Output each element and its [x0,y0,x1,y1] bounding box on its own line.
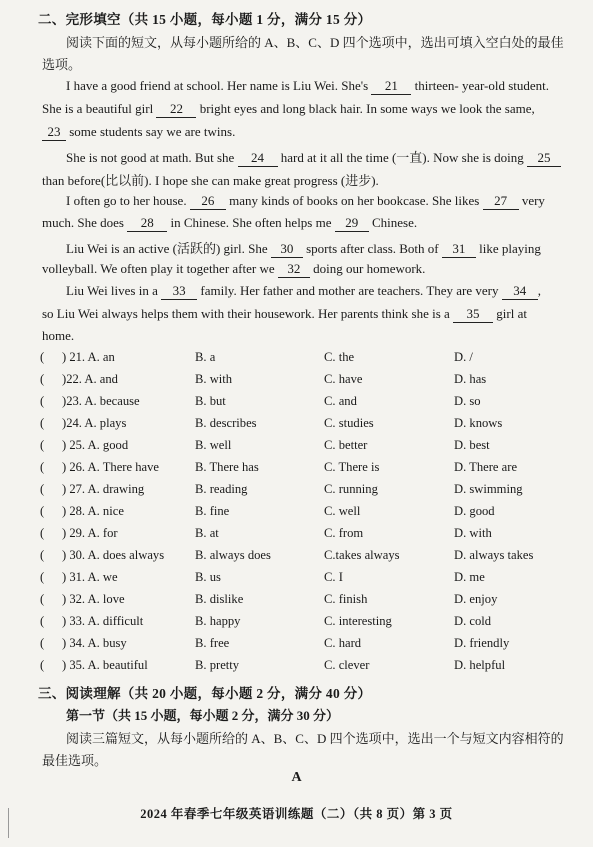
question-row-34 [0,636,593,658]
answer-slot[interactable]: ( [40,372,45,386]
question-row-30 [0,548,593,570]
option-b: B. but [195,394,226,408]
blank-25: 25 [527,150,561,167]
option-b: B. always does [195,548,271,562]
question-number-option-a: )23. A. because [62,394,140,408]
answer-slot[interactable]: ( [40,614,45,628]
option-d: D. me [454,570,485,584]
option-b: B. at [195,526,219,540]
option-d: D. has [454,372,487,386]
question-number-option-a: ) 27. A. drawing [62,482,145,496]
section-2-instruction-cont: 选项。 [42,57,82,72]
option-b: B. reading [195,482,248,496]
passage-line: I often go to her house. 26 many kinds of books on her bookcase. She likes 27 very [66,193,545,208]
option-c: C. finish [324,592,368,606]
option-b: B. happy [195,614,241,628]
option-c: C. interesting [324,614,392,628]
question-row-25 [0,438,593,460]
question-number-option-a: ) 31. A. we [62,570,118,584]
option-d: D. friendly [454,636,510,650]
subsection-title: 第一节（共 15 小题，每小题 2 分，满分 30 分） [66,708,340,723]
option-c: C. running [324,482,378,496]
option-b: B. free [195,636,230,650]
option-b: B. There has [195,460,259,474]
section-2-instruction: 阅读下面的短文，从每小题所给的 A、B、C、D 四个选项中，选出可填入空白处的最佳 [66,35,564,50]
option-d: D. cold [454,614,492,628]
option-d: D. so [454,394,481,408]
option-c: C.takes always [324,548,400,562]
question-row-28 [0,504,593,526]
scan-edge-line [8,808,9,838]
passage-line: so Liu Wei always helps them with their housework. Her parents think she is a 35 girl at [42,306,527,321]
option-c: C. better [324,438,368,452]
blank-23: 23 [42,124,66,141]
option-c: C. the [324,350,355,364]
question-row-31 [0,570,593,592]
answer-slot[interactable]: ( [40,416,45,430]
option-c: C. from [324,526,364,540]
blank-24: 24 [238,150,278,167]
option-c: C. and [324,394,357,408]
question-row-33 [0,614,593,636]
question-row-27 [0,482,593,504]
answer-slot[interactable]: ( [40,548,45,562]
option-c: C. studies [324,416,374,430]
passage-line: Liu Wei is an active (活跃的) girl. She 30 sports after class. Both of 31 like playing [66,241,541,256]
blank-34: 34 [502,283,538,300]
question-number-option-a: ) 29. A. for [62,526,118,540]
passage-label: A [291,770,302,785]
passage-line: I have a good friend at school. Her name is Liu Wei. She's 21 thirteen- year-old student. [66,78,550,93]
option-b: B. pretty [195,658,240,672]
question-number-option-a: )22. A. and [62,372,118,386]
answer-slot[interactable]: ( [40,460,45,474]
option-c: C. hard [324,636,362,650]
option-b: B. a [195,350,216,364]
answer-slot[interactable]: ( [40,438,45,452]
option-c: C. There is [324,460,380,474]
question-number-option-a: ) 26. A. There have [62,460,159,474]
blank-26: 26 [190,193,226,210]
option-b: B. with [195,372,233,386]
option-d: D. There are [454,460,518,474]
page-footer: 2024 年春季七年级英语训练题（二）（共 8 页）第 3 页 [140,807,453,821]
option-b: B. fine [195,504,230,518]
question-number-option-a: ) 33. A. difficult [62,614,144,628]
option-c: C. I [324,570,343,584]
option-d: D. knows [454,416,503,430]
answer-slot[interactable]: ( [40,592,45,606]
section-3-instruction-cont: 最佳选项。 [42,753,108,768]
option-d: D. enjoy [454,592,498,606]
option-c: C. well [324,504,361,518]
answer-slot[interactable]: ( [40,570,45,584]
blank-35: 35 [453,306,493,323]
passage-line: home. [42,328,75,343]
question-row-26 [0,460,593,482]
option-d: D. helpful [454,658,506,672]
blank-28: 28 [127,215,167,232]
passage-line: She is not good at math. But she 24 hard at it all the time (一直). Now she is doing 25 [66,147,586,167]
answer-slot[interactable]: ( [40,394,45,408]
blank-33: 33 [161,283,197,300]
question-number-option-a: ) 35. A. beautiful [62,658,148,672]
answer-slot[interactable]: ( [40,658,45,672]
passage-line: much. She does 28 in Chinese. She often helps me 29 Chinese. [42,215,418,230]
option-d: D. / [454,350,473,364]
passage-line: than before(比以前). I hope she can make great progress (进步). [42,173,379,188]
section-2-title: 二、完形填空（共 15 小题，每小题 1 分，满分 15 分） [38,12,372,27]
question-number-option-a: ) 21. A. an [62,350,115,364]
option-b: B. well [195,438,232,452]
blank-21: 21 [371,78,411,95]
answer-slot[interactable]: ( [40,526,45,540]
question-row-29 [0,526,593,548]
option-b: B. describes [195,416,257,430]
blank-22: 22 [156,101,196,118]
section-3-instruction: 阅读三篇短文，从每小题所给的 A、B、C、D 四个选项中，选出一个与短文内容相符的 [66,731,564,746]
question-number-option-a: ) 30. A. does always [62,548,165,562]
option-c: C. have [324,372,363,386]
answer-slot[interactable]: ( [40,504,45,518]
question-number-option-a: ) 28. A. nice [62,504,124,518]
blank-31: 31 [442,241,476,258]
question-row-23 [0,394,593,416]
question-row-32 [0,592,593,614]
blank-29: 29 [335,215,369,232]
question-number-option-a: )24. A. plays [62,416,127,430]
option-d: D. swimming [454,482,523,496]
option-d: D. best [454,438,490,452]
option-b: B. dislike [195,592,244,606]
question-number-option-a: ) 32. A. love [62,592,125,606]
blank-27: 27 [483,193,519,210]
option-d: D. good [454,504,495,518]
passage-line: volleyball. We often play it together after we 32 doing our homework. [42,261,426,276]
answer-slot[interactable]: ( [40,482,45,496]
question-number-option-a: ) 34. A. busy [62,636,127,650]
answer-slot[interactable]: ( [40,636,45,650]
option-c: C. clever [324,658,370,672]
passage-line: 23 some students say we are twins. [42,124,562,141]
blank-32: 32 [278,261,310,278]
passage-line: She is a beautiful girl 22 bright eyes and long black hair. In some ways we look the same, [42,101,535,116]
blank-30: 30 [271,241,303,258]
option-d: D. always takes [454,548,534,562]
question-row-21 [0,350,593,372]
option-b: B. us [195,570,221,584]
question-row-35 [0,658,593,680]
question-row-22 [0,372,593,394]
option-d: D. with [454,526,492,540]
passage-line: Liu Wei lives in a 33 family. Her father and mother are teachers. They are very 34 , [66,283,541,298]
question-number-option-a: ) 25. A. good [62,438,129,452]
section-3-title: 三、阅读理解（共 20 小题，每小题 2 分，满分 40 分） [38,686,372,701]
answer-slot[interactable]: ( [40,350,45,364]
question-row-24 [0,416,593,438]
